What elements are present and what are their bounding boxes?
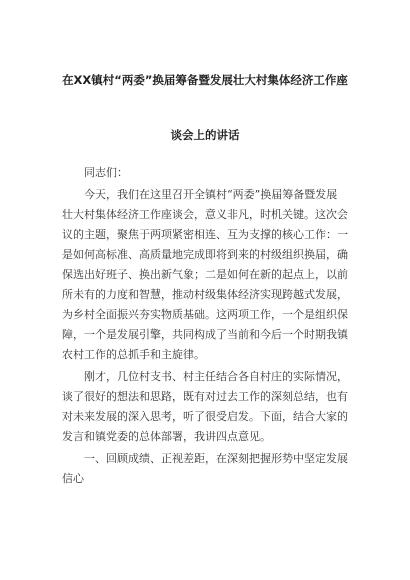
paragraph-2-line-1: 刚才，几位村支书、村主任结合各自村庄的实际情况， [84,370,348,383]
paragraph-1-line-3: 议的主题，聚焦于两项紧密相连、互为支撑的核心工作：一 [62,228,348,241]
paragraph-1-line-5: 保选出好班子、换出新气象；二是如何在新的起点上，以前 [62,268,348,281]
document-title-line-1: 在XX镇村“两委”换届筹备暨发展壮大村集体经济工作座 [62,73,348,87]
paragraph-2-line-3: 对未来发展的深入思考，听了很受启发。下面，结合大家的 [62,410,348,423]
paragraph-2-line-2: 谈了很好的想法和思路，既有对过去工作的深刻总结，也有 [62,390,348,403]
section-heading-line-1: 一、回顾成绩、正视差距，在深刻把握形势中坚定发展 [84,452,348,465]
paragraph-2-line-4: 发言和镇党委的总体部署，我讲四点意见。 [62,430,271,443]
document-title-line-2: 谈会上的讲话 [170,128,240,142]
section-heading-line-2: 信心 [62,472,84,485]
paragraph-1-line-7: 为乡村全面振兴夯实物质基础。这两项工作，一个是组织保 [62,308,348,321]
paragraph-1-line-9: 农村工作的总抓手和主旋律。 [62,348,205,361]
paragraph-1-line-1: 今天，我们在这里召开全镇村“两委”换届筹备暨发展 [84,188,338,201]
paragraph-1-line-2: 壮大村集体经济工作座谈会，意义非凡，时机关键。这次会 [62,208,348,221]
paragraph-1-line-6: 所未有的力度和智慧，推动村级集体经济实现跨越式发展， [62,288,348,301]
paragraph-1-line-8: 障，一个是发展引擎，共同构成了当前和今后一个时期我镇 [62,328,348,341]
salutation: 同志们： [84,166,128,179]
paragraph-1-line-4: 是如何高标准、高质量地完成即将到来的村级组织换届，确 [62,248,348,261]
